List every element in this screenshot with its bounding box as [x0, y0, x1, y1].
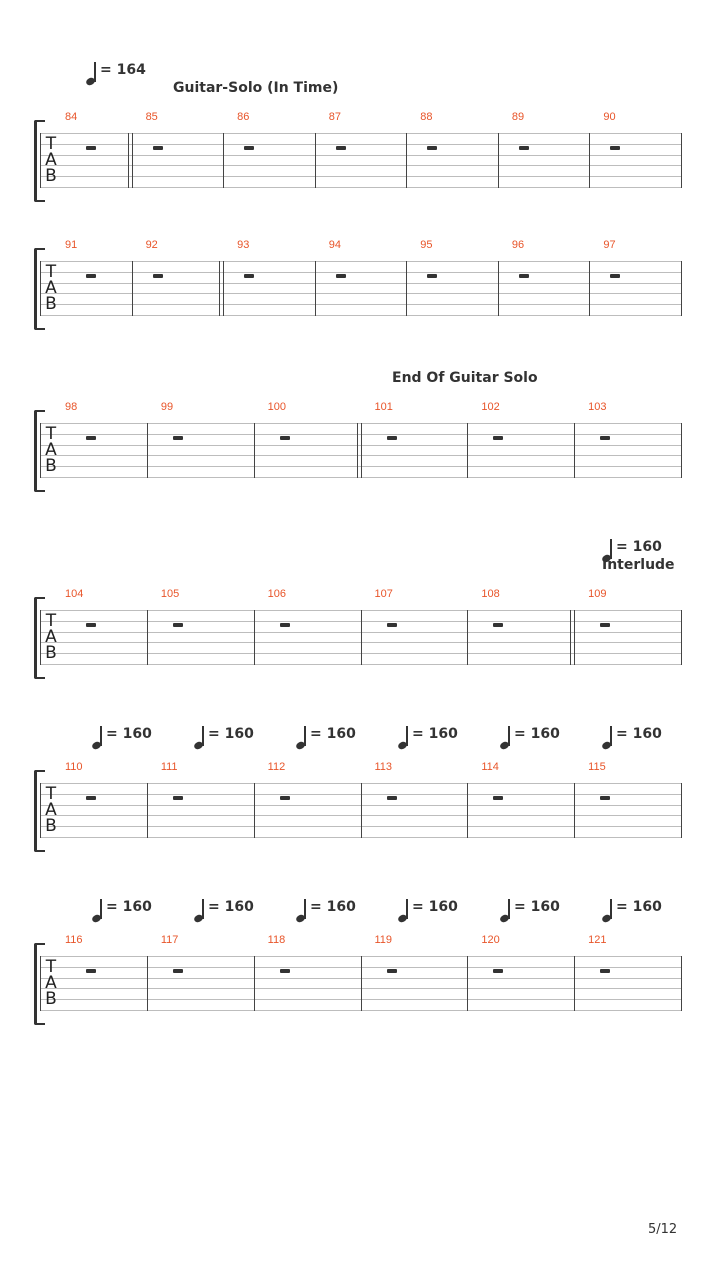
barline: [40, 133, 41, 188]
barline: [147, 610, 148, 665]
tab-clef-letter: A: [45, 150, 57, 170]
whole-rest: [387, 623, 397, 627]
whole-rest: [86, 274, 96, 278]
whole-rest: [600, 969, 610, 973]
whole-rest: [86, 146, 96, 150]
barline: [574, 610, 575, 665]
measure-number: 91: [65, 239, 78, 251]
staff-line: [40, 304, 681, 305]
measure-number: 114: [481, 761, 499, 773]
barline: [498, 261, 499, 316]
measure-number: 109: [588, 588, 607, 600]
whole-rest: [519, 146, 529, 150]
whole-rest: [519, 274, 529, 278]
whole-rest: [493, 969, 503, 973]
tempo-value: = 160: [514, 726, 560, 742]
section-label: Guitar-Solo (In Time): [173, 80, 339, 96]
measure-number: 97: [603, 239, 616, 251]
whole-rest: [280, 436, 290, 440]
barline: [223, 261, 224, 316]
staff-line: [40, 187, 681, 188]
whole-rest: [244, 274, 254, 278]
staff-line: [40, 165, 681, 166]
barline: [681, 956, 682, 1011]
tab-clef-letter: A: [45, 973, 57, 993]
staff-line: [40, 144, 681, 145]
measure-number: 106: [267, 588, 287, 600]
measure-number: 92: [145, 239, 158, 251]
tempo-value: = 160: [616, 726, 662, 742]
measure-number: 99: [160, 401, 174, 413]
tempo-value: = 160: [310, 726, 356, 742]
measure-number: 104: [65, 588, 84, 600]
barline: [406, 261, 407, 316]
tempo-value: = 160: [616, 539, 662, 555]
tab-clef-letter: T: [45, 262, 57, 282]
measure-number: 112: [267, 761, 286, 773]
measure-number: 89: [511, 111, 525, 123]
staff-line: [40, 272, 681, 273]
barline: [467, 610, 468, 665]
measure-number: 87: [328, 111, 341, 123]
measure-number: 102: [481, 401, 500, 413]
barline: [40, 423, 41, 478]
whole-rest: [280, 796, 290, 800]
staff-line: [40, 261, 681, 262]
measure-number: 100: [267, 401, 287, 413]
barline: [147, 783, 148, 838]
double-barline: [570, 610, 571, 665]
measure-number: 108: [481, 588, 500, 600]
whole-rest: [600, 436, 610, 440]
whole-rest: [280, 969, 290, 973]
measure-number: 98: [65, 401, 78, 413]
tempo-value: = 160: [208, 726, 254, 742]
whole-rest: [86, 796, 96, 800]
tab-clef-letter: T: [45, 134, 57, 154]
barline: [406, 133, 407, 188]
barline: [361, 956, 362, 1011]
barline: [574, 423, 575, 478]
barline: [574, 783, 575, 838]
barline: [574, 956, 575, 1011]
whole-rest: [493, 623, 503, 627]
barline: [147, 423, 148, 478]
barline: [467, 783, 468, 838]
tab-clef-letter: T: [45, 611, 57, 631]
barline: [254, 956, 255, 1011]
measure-number: 110: [65, 761, 83, 773]
whole-rest: [610, 146, 620, 150]
whole-rest: [244, 146, 254, 150]
measure-number: 90: [603, 111, 616, 123]
barline: [361, 783, 362, 838]
whole-rest: [86, 623, 96, 627]
whole-rest: [493, 436, 503, 440]
double-barline: [128, 133, 129, 188]
whole-rest: [600, 796, 610, 800]
measure-number: 120: [481, 934, 500, 946]
measure-number: 85: [145, 111, 158, 123]
barline: [40, 956, 41, 1011]
barline: [254, 783, 255, 838]
tab-clef-letter: T: [45, 424, 57, 444]
barline: [467, 423, 468, 478]
whole-rest: [86, 436, 96, 440]
barline: [40, 783, 41, 838]
barline: [315, 261, 316, 316]
tab-clef-letter: B: [45, 294, 57, 314]
measure-number: 121: [588, 934, 607, 946]
barline: [681, 423, 682, 478]
measure-number: 96: [511, 239, 525, 251]
measure-number: 116: [65, 934, 83, 946]
whole-rest: [427, 146, 437, 150]
whole-rest: [387, 436, 397, 440]
staff-line: [40, 133, 681, 134]
barline: [132, 133, 133, 188]
staff-line: [40, 176, 681, 177]
measure-number: 117: [160, 934, 179, 946]
measure-number: 119: [374, 934, 393, 946]
measure-number: 111: [160, 761, 178, 773]
section-label: Interlude: [602, 557, 675, 573]
measure-number: 88: [420, 111, 433, 123]
whole-rest: [173, 436, 183, 440]
tempo-value: = 160: [208, 899, 254, 915]
whole-rest: [173, 623, 183, 627]
barline: [467, 956, 468, 1011]
barline: [361, 610, 362, 665]
staff-line: [40, 283, 681, 284]
tab-clef-letter: B: [45, 456, 57, 476]
tab-clef-letter: B: [45, 816, 57, 836]
whole-rest: [173, 796, 183, 800]
staff-line: [40, 293, 681, 294]
barline: [223, 133, 224, 188]
whole-rest: [427, 274, 437, 278]
tab-clef-letter: A: [45, 627, 57, 647]
measure-number: 105: [160, 588, 180, 600]
barline: [254, 610, 255, 665]
barline: [681, 261, 682, 316]
tempo-value: = 160: [106, 899, 152, 915]
tab-clef-letter: T: [45, 784, 57, 804]
barline: [132, 261, 133, 316]
staff-line: [40, 315, 681, 316]
barline: [681, 610, 682, 665]
whole-rest: [610, 274, 620, 278]
measure-number: 94: [328, 239, 341, 251]
barline: [589, 261, 590, 316]
whole-rest: [86, 969, 96, 973]
barline: [147, 956, 148, 1011]
whole-rest: [600, 623, 610, 627]
whole-rest: [493, 796, 503, 800]
whole-rest: [153, 274, 163, 278]
barline: [589, 133, 590, 188]
page-number: 5/12: [648, 1222, 678, 1237]
whole-rest: [387, 969, 397, 973]
measure-number: 103: [588, 401, 607, 413]
tab-clef-letter: B: [45, 166, 57, 186]
double-barline: [219, 261, 220, 316]
whole-rest: [336, 146, 346, 150]
tab-clef-letter: A: [45, 278, 57, 298]
tab-clef-letter: T: [45, 957, 57, 977]
tempo-value: = 160: [106, 726, 152, 742]
whole-rest: [387, 796, 397, 800]
tempo-value: = 160: [310, 899, 356, 915]
whole-rest: [280, 623, 290, 627]
measure-number: 84: [65, 111, 78, 123]
measure-number: 107: [374, 588, 393, 600]
measure-number: 118: [267, 934, 286, 946]
barline: [361, 423, 362, 478]
measure-number: 95: [420, 239, 433, 251]
barline: [681, 783, 682, 838]
staff-line: [40, 155, 681, 156]
tab-clef-letter: A: [45, 440, 57, 460]
measure-number: 115: [588, 761, 606, 773]
measure-number: 86: [237, 111, 250, 123]
tempo-value: = 164: [100, 62, 146, 78]
barline: [681, 133, 682, 188]
section-label: End Of Guitar Solo: [392, 370, 538, 386]
barline: [315, 133, 316, 188]
tab-clef-letter: B: [45, 643, 57, 663]
barline: [40, 610, 41, 665]
measure-number: 101: [374, 401, 393, 413]
tempo-value: = 160: [514, 899, 560, 915]
measure-number: 113: [374, 761, 393, 773]
tab-clef-letter: B: [45, 989, 57, 1009]
whole-rest: [336, 274, 346, 278]
tempo-value: = 160: [412, 899, 458, 915]
double-barline: [357, 423, 358, 478]
tempo-value: = 160: [616, 899, 662, 915]
measure-number: 93: [237, 239, 250, 251]
whole-rest: [153, 146, 163, 150]
tempo-value: = 160: [412, 726, 458, 742]
barline: [498, 133, 499, 188]
whole-rest: [173, 969, 183, 973]
barline: [254, 423, 255, 478]
tab-clef-letter: A: [45, 800, 57, 820]
barline: [40, 261, 41, 316]
